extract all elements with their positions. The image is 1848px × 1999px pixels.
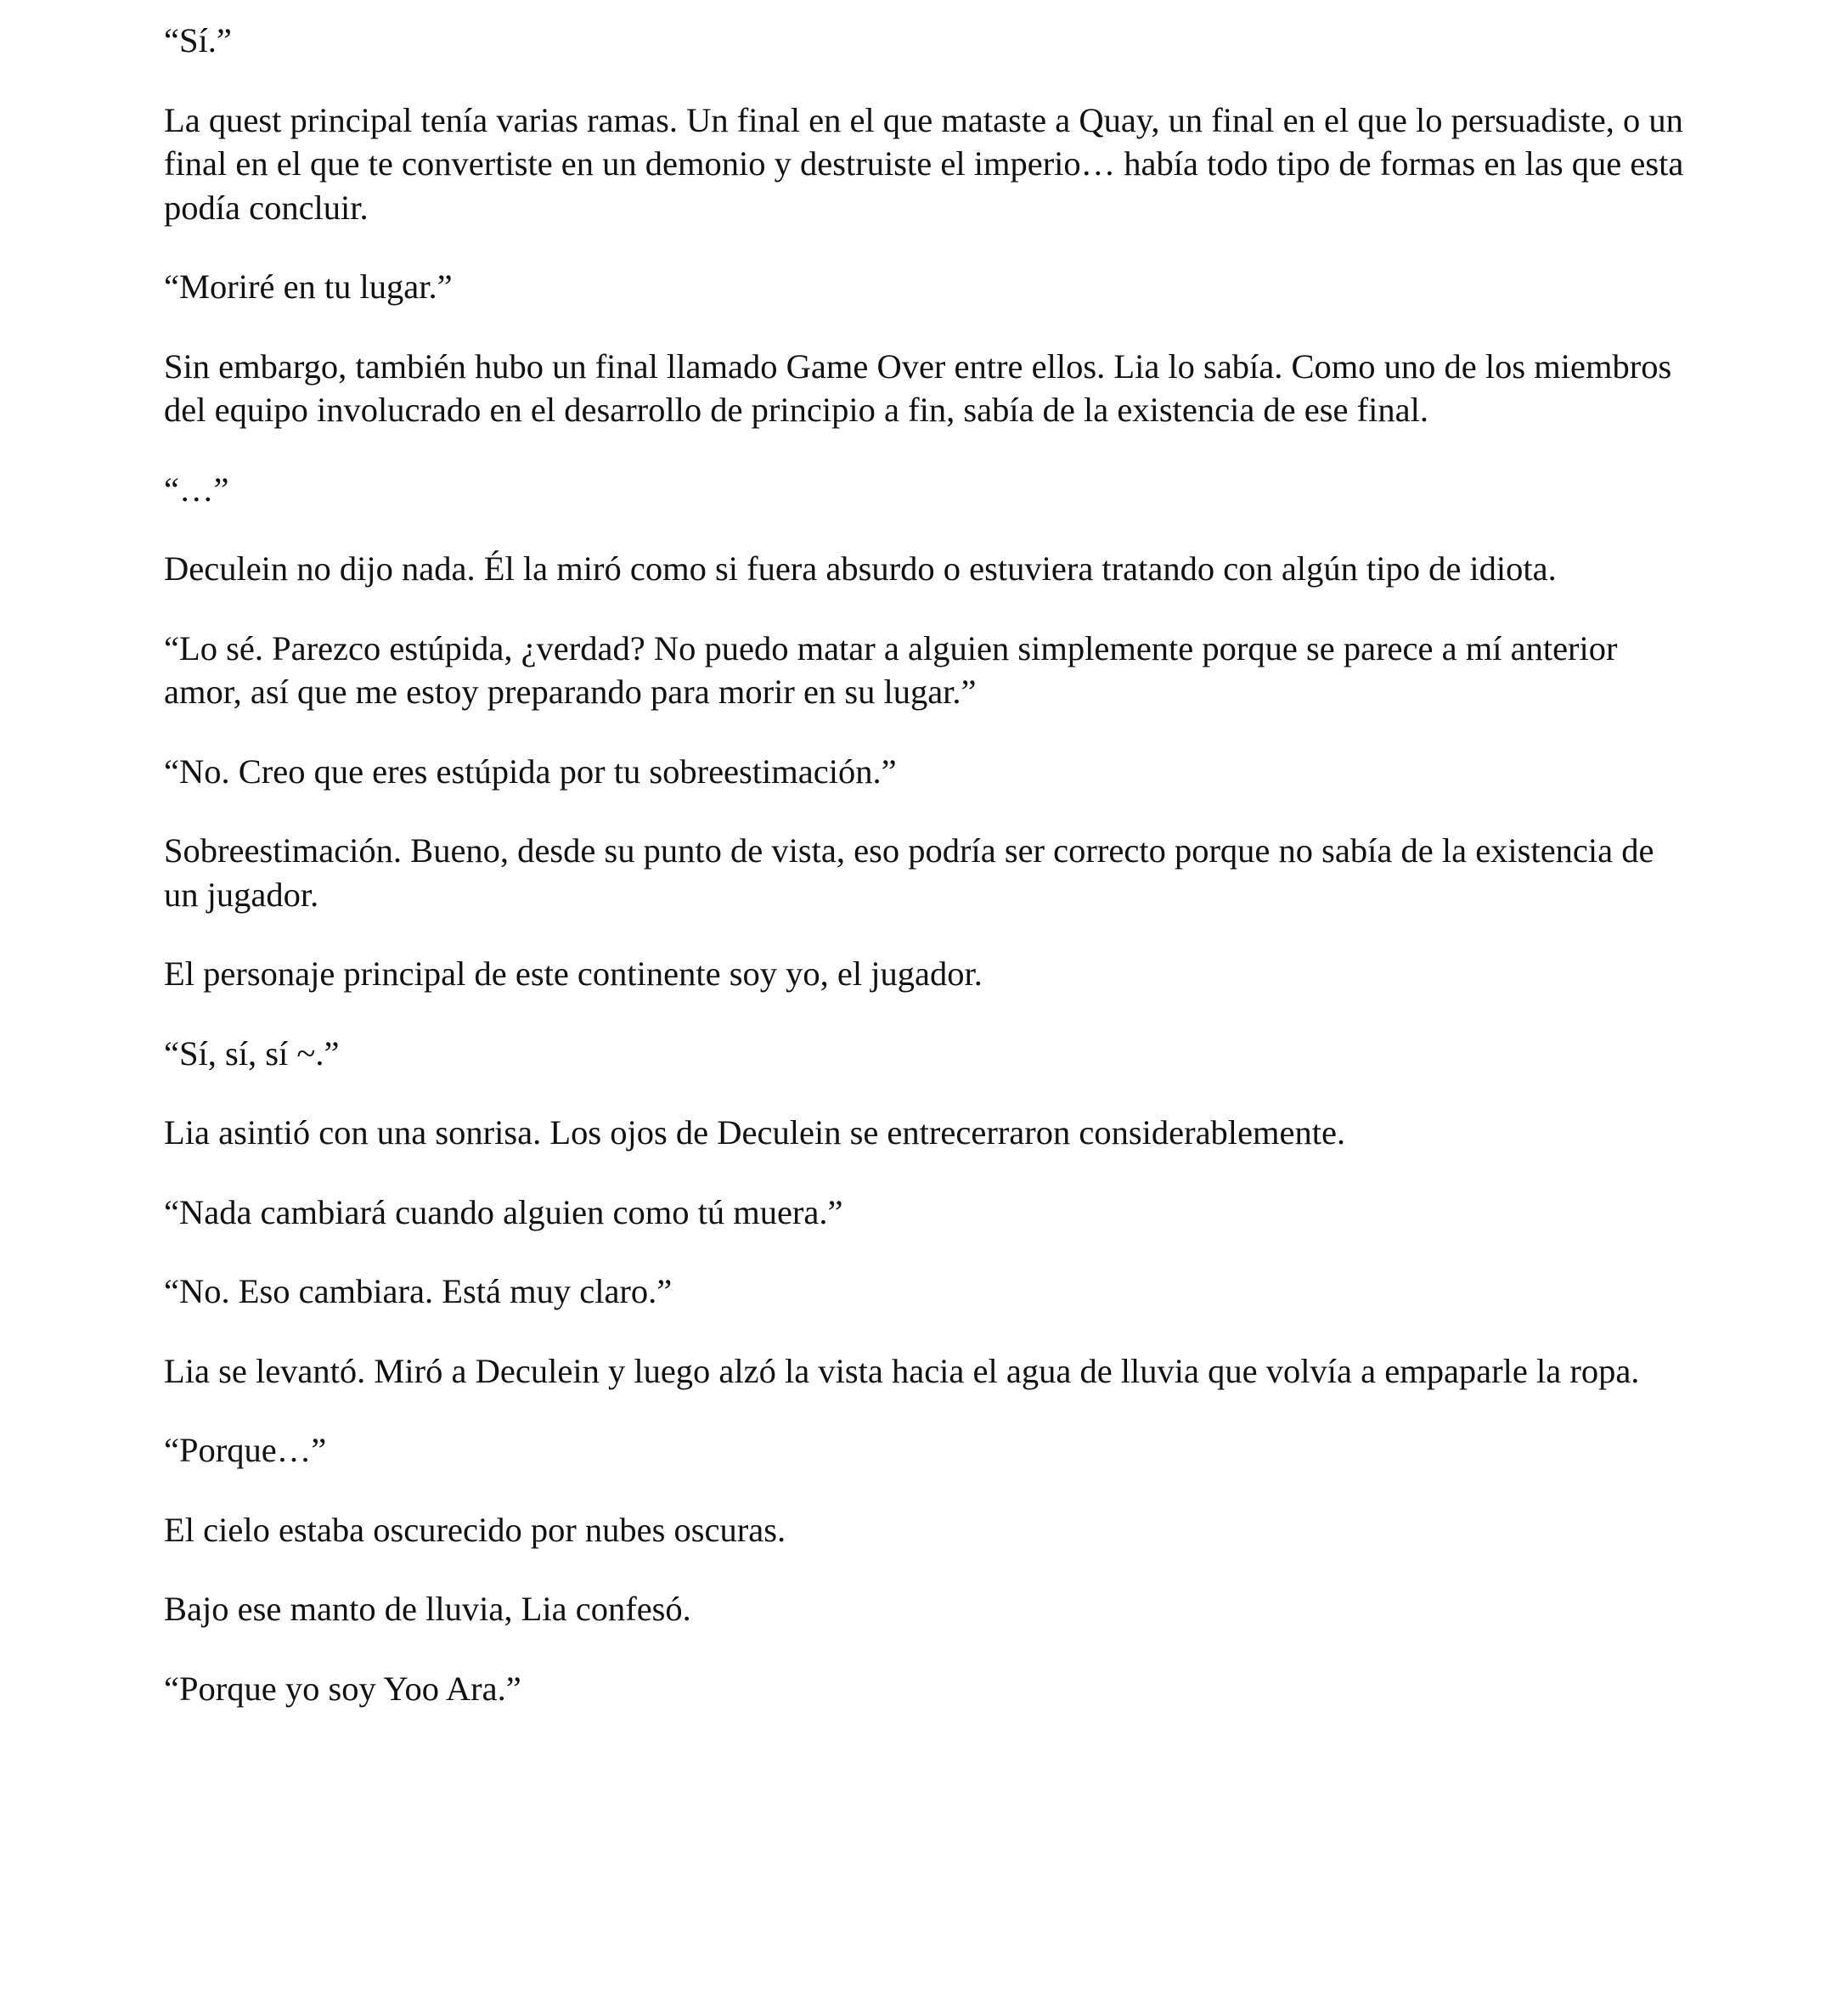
paragraph: “Sí.” — [164, 21, 232, 59]
paragraph: Lia asintió con una sonrisa. Los ojos de Deculein se entrecerraron considerablemente. — [164, 1113, 1346, 1152]
paragraph: La quest principal tenía varias ramas. Un final en el que mataste a Quay, un final en el que lo persuadiste, o un final en el que te convertiste en un demonio y destruiste el imperio… había todo tipo de formas en las que esta podía concluir. — [164, 100, 1684, 227]
paragraph: “No. Creo que eres estúpida por tu sobreestimación.” — [164, 752, 897, 791]
paragraph: “Nada cambiará cuando alguien como tú muera.” — [164, 1192, 843, 1231]
paragraph: “Porque yo soy Yoo Ara.” — [164, 1669, 521, 1708]
paragraph: “Moriré en tu lugar.” — [164, 267, 453, 306]
paragraph: El personaje principal de este continente soy yo, el jugador. — [164, 954, 983, 993]
paragraph: “Porque…” — [164, 1431, 327, 1469]
paragraph: “…” — [164, 470, 229, 509]
paragraph: Sobreestimación. Bueno, desde su punto de vista, eso podría ser correcto porque no sabía de la existencia de un jugador. — [164, 831, 1654, 914]
paragraph: “No. Eso cambiara. Está muy claro.” — [164, 1272, 673, 1310]
paragraph: “Sí, sí, sí ~.” — [164, 1033, 340, 1073]
document-page — [164, 19, 1693, 1710]
paragraph: “Lo sé. Parezco estúpida, ¿verdad? No puedo matar a alguien simplemente porque se parece a mí anterior amor, así que me estoy preparando para morir en su lugar.” — [164, 628, 1618, 711]
paragraph: El cielo estaba oscurecido por nubes oscuras. — [164, 1510, 786, 1549]
paragraph: Deculein no dijo nada. Él la miró como si fuera absurdo o estuviera tratando con algún tipo de idiota. — [164, 549, 1557, 588]
paragraph: Sin embargo, también hubo un final llamado Game Over entre ellos. Lia lo sabía. Como uno de los miembros del equipo involucrado en el desarrollo de principio a fin, sabía de la existencia de ese final. — [164, 346, 1672, 429]
paragraph: Lia se levantó. Miró a Deculein y luego alzó la vista hacia el agua de lluvia que volvía a empaparle la ropa. — [164, 1351, 1640, 1390]
paragraph: Bajo ese manto de lluvia, Lia confesó. — [164, 1590, 691, 1628]
